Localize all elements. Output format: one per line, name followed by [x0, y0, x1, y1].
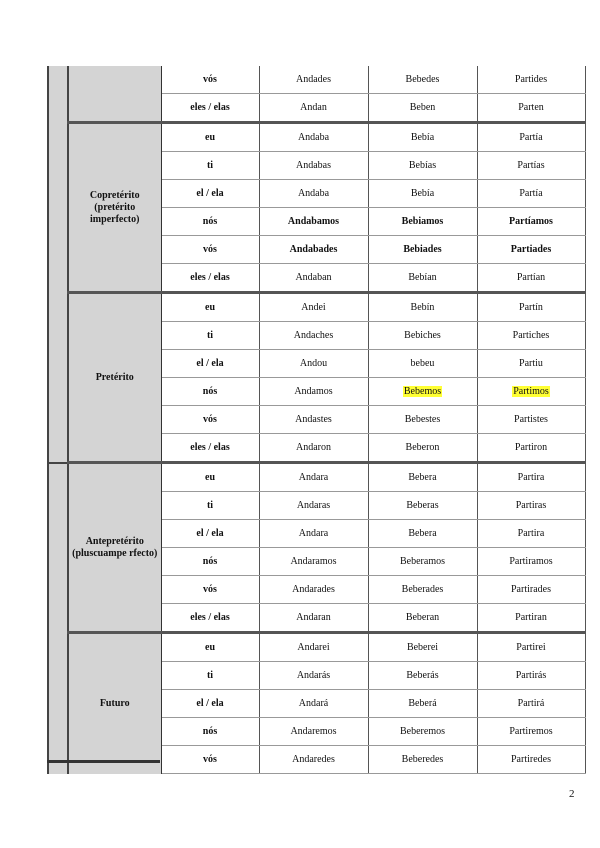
table-row [48, 463, 585, 492]
verb-form-cell: Andaredes [259, 746, 368, 774]
verb-form-cell: Beberedes [368, 746, 477, 774]
verb-form-cell: Andará [259, 690, 368, 718]
verb-form-cell: Partiramos [477, 548, 585, 576]
verb-form-cell: Andabamos [259, 208, 368, 236]
verb-form-cell: Bebera [368, 463, 477, 492]
person-cell: nós [161, 718, 259, 746]
person-cell: nós [161, 208, 259, 236]
person-cell: el / ela [161, 350, 259, 378]
verb-form-cell: Partiu [477, 350, 585, 378]
person-cell: eles / elas [161, 264, 259, 293]
person-cell: ti [161, 662, 259, 690]
person-cell: vós [161, 746, 259, 774]
verb-form-cell: Bebera [368, 520, 477, 548]
table-row [48, 633, 585, 662]
verb-form-cell: Beben [368, 94, 477, 123]
verb-form-cell: Partiremos [477, 718, 585, 746]
highlighted-verb-form: Bebemos [403, 385, 442, 397]
person-cell: el / ela [161, 690, 259, 718]
person-cell: eu [161, 633, 259, 662]
tense-label [68, 66, 161, 123]
verb-form-cell: Andaras [259, 492, 368, 520]
table-row [48, 66, 585, 94]
verb-form-cell: Andastes [259, 406, 368, 434]
verb-form-cell: Andaba [259, 123, 368, 152]
verb-form-cell: Andaran [259, 604, 368, 633]
person-cell: el / ela [161, 180, 259, 208]
verb-form-cell: Beberemos [368, 718, 477, 746]
bottom-rule [47, 760, 160, 763]
person-cell: eles / elas [161, 604, 259, 633]
tense-label: Antepretérito (pluscuampe rfecto) [68, 463, 161, 633]
verb-form-cell: Partías [477, 152, 585, 180]
verb-form-cell: Andabades [259, 236, 368, 264]
person-cell: ti [161, 322, 259, 350]
verb-form-cell: Partiades [477, 236, 585, 264]
verb-form-cell: Andamos [259, 378, 368, 406]
table-row [48, 293, 585, 322]
person-cell: vós [161, 576, 259, 604]
outer-margin-cell [48, 463, 68, 774]
person-cell: ti [161, 492, 259, 520]
verb-form-cell: Bebiches [368, 322, 477, 350]
verb-form-cell: Partira [477, 463, 585, 492]
conjugation-table-wrapper [47, 66, 584, 774]
verb-form-cell: Partiredes [477, 746, 585, 774]
verb-form-cell: Beberamos [368, 548, 477, 576]
person-cell: nós [161, 378, 259, 406]
verb-form-cell: Andaremos [259, 718, 368, 746]
verb-form-cell: Partirás [477, 662, 585, 690]
verb-form-cell: Partiras [477, 492, 585, 520]
verb-form-cell: bebeu [368, 350, 477, 378]
verb-form-cell [368, 378, 477, 406]
verb-form-cell: Andarei [259, 633, 368, 662]
verb-form-cell: Partira [477, 520, 585, 548]
person-cell: eu [161, 293, 259, 322]
verb-form-cell: Partistes [477, 406, 585, 434]
verb-form-cell: Andabas [259, 152, 368, 180]
verb-form-cell: Beberei [368, 633, 477, 662]
person-cell: nós [161, 548, 259, 576]
verb-form-cell: Bebiades [368, 236, 477, 264]
verb-form-cell: Partiches [477, 322, 585, 350]
verb-form-cell: Andarades [259, 576, 368, 604]
verb-form-cell: Andou [259, 350, 368, 378]
tense-label: Futuro [68, 633, 161, 774]
verb-form-cell: Beberan [368, 604, 477, 633]
tense-label: Copretérito (pretérito imperfecto) [68, 123, 161, 293]
verb-form-cell: Partides [477, 66, 585, 94]
person-cell: eu [161, 123, 259, 152]
verb-form-cell: Andara [259, 520, 368, 548]
person-cell: eu [161, 463, 259, 492]
person-cell: eles / elas [161, 94, 259, 123]
verb-form-cell: Bebías [368, 152, 477, 180]
verb-form-cell: Bebedes [368, 66, 477, 94]
verb-form-cell: Partíamos [477, 208, 585, 236]
verb-form-cell: Andaban [259, 264, 368, 293]
verb-form-cell: Partirades [477, 576, 585, 604]
verb-form-cell: Partiran [477, 604, 585, 633]
person-cell: eles / elas [161, 434, 259, 463]
verb-form-cell: Andara [259, 463, 368, 492]
table-row [48, 123, 585, 152]
verb-form-cell: Partirá [477, 690, 585, 718]
verb-form-cell: Andarás [259, 662, 368, 690]
verb-form-cell: Partía [477, 180, 585, 208]
verb-form-cell: Partía [477, 123, 585, 152]
verb-form-cell: Andades [259, 66, 368, 94]
verb-form-cell [477, 378, 585, 406]
person-cell: vós [161, 66, 259, 94]
verb-form-cell: Andaramos [259, 548, 368, 576]
verb-form-cell: Andaba [259, 180, 368, 208]
verb-form-cell: Partirei [477, 633, 585, 662]
tense-label: Pretérito [68, 293, 161, 463]
person-cell: el / ela [161, 520, 259, 548]
page-number: 2 [569, 788, 575, 800]
verb-form-cell: Bebía [368, 180, 477, 208]
highlighted-verb-form: Partimos [513, 385, 549, 397]
verb-form-cell: Bebían [368, 264, 477, 293]
conjugation-table [47, 66, 586, 774]
verb-form-cell: Bebín [368, 293, 477, 322]
verb-form-cell: Bebestes [368, 406, 477, 434]
verb-form-cell: Beberas [368, 492, 477, 520]
verb-form-cell: Parten [477, 94, 585, 123]
verb-form-cell: Partín [477, 293, 585, 322]
verb-form-cell: Bebía [368, 123, 477, 152]
verb-form-cell: Beberon [368, 434, 477, 463]
verb-form-cell: Bebiamos [368, 208, 477, 236]
verb-form-cell: Andan [259, 94, 368, 123]
verb-form-cell: Partían [477, 264, 585, 293]
verb-form-cell: Andaches [259, 322, 368, 350]
person-cell: ti [161, 152, 259, 180]
person-cell: vós [161, 236, 259, 264]
person-cell: vós [161, 406, 259, 434]
outer-margin-cell [48, 66, 68, 463]
verb-form-cell: Partiron [477, 434, 585, 463]
verb-form-cell: Beberá [368, 690, 477, 718]
verb-form-cell: Beberades [368, 576, 477, 604]
verb-form-cell: Andei [259, 293, 368, 322]
verb-form-cell: Beberás [368, 662, 477, 690]
verb-form-cell: Andaron [259, 434, 368, 463]
